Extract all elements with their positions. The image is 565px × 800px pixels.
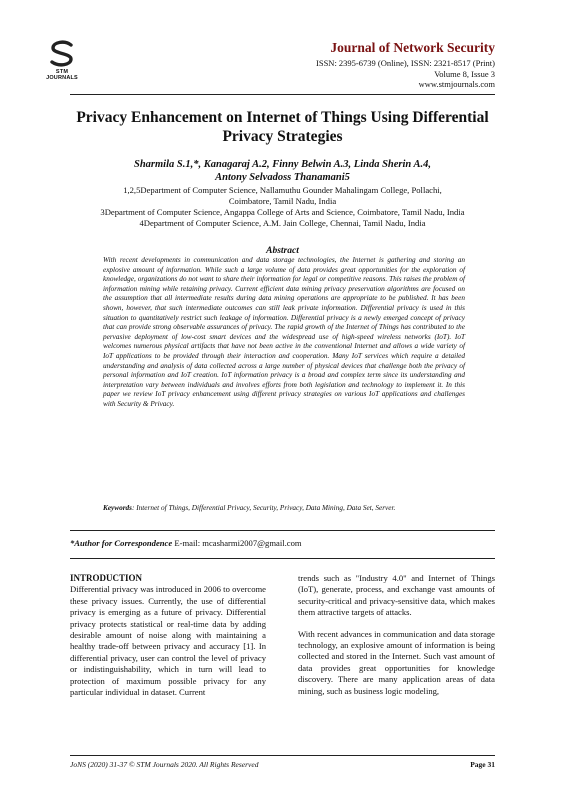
intro-paragraph: Differential privacy was introduced in 2006 to overcome these privacy issues. Currently, the use of differential privacy is emerging as a future of privacy. Differential privacy protects statistical or real-time data by adding desirable amount of noise along with maintaining a healthy trade-off between privacy and accuracy [1]. In differential privacy, user can control the level of privacy or indistinguishability, which in turn will lead to protection of maximum possible privacy for any particular individual in dataset. Current	[70, 584, 266, 698]
column-right	[298, 573, 495, 707]
correspondence-divider	[70, 558, 495, 559]
section-heading-introduction: INTRODUCTION	[70, 573, 143, 583]
keywords-text: : Internet of Things, Differential Privacy, Security, Privacy, Data Mining, Data Set, Server.	[132, 504, 396, 512]
intro-paragraph: With recent advances in communication and data storage technology, an explosive amount of information is being collected and stored in the Internet. Such vast amount of data provides great opportunities for knowledge discovery. There are many application areas of data mining, such as business logic modeling,	[298, 628, 495, 696]
keywords-label: Keywords	[103, 504, 132, 512]
author-line-1: Sharmila S.1,*, Kanagaraj A.2, Finny Belwin A.3, Linda Sherin A.4,	[134, 159, 431, 170]
journal-volume: Volume 8, Issue 3	[434, 68, 495, 79]
correspondence-email: E-mail: mcasharmi2007@gmail.com	[172, 538, 302, 548]
journal-header	[316, 40, 495, 90]
author-list	[70, 158, 495, 184]
paper-title: Privacy Enhancement on Internet of Things Using Differential Privacy Strategies	[76, 109, 489, 145]
author-line-2: Antony Selvadoss Thanamani5	[215, 172, 350, 183]
keywords	[103, 504, 465, 514]
journal-name: Journal of Network Security	[330, 40, 495, 55]
affiliation-line: 1,2,5Department of Computer Science, Nallamuthu Gounder Mahalingam College, Pollachi,	[123, 185, 442, 195]
affiliation-line: 4Department of Computer Science, A.M. Jain College, Chennai, Tamil Nadu, India	[139, 218, 426, 228]
column-left	[70, 573, 266, 698]
correspondence	[70, 538, 302, 548]
header-divider	[70, 94, 495, 95]
stm-logo-icon	[47, 40, 77, 68]
intro-paragraph: trends such as "Industry 4.0" and Internet of Things (IoT), generate, process, and exchange vast amounts of security-critical and privacy-sensitive data, which makes them attractive targets of attacks.	[298, 573, 495, 618]
page-number: Page 31	[470, 760, 495, 769]
affiliations	[70, 185, 495, 229]
page-footer	[70, 760, 495, 769]
abstract-text: With recent developments in communication and data storage technologies, the Internet is gathering and storing an explosive amount of information. While such a large volume of data provides great opportunities for the exploration of knowledge, organizations do not want to share their information for legal or competitive reasons. This raises the problem of information mining while retaining privacy. Current efficient data mining privacy preservation algorithms are focused on the assumption that all intermediate results during data mining operations are appropriate to be published. It has been shown, however, that such intermediate outcomes can still leak private information. Differential privacy is used in this situation to quantitatively restrict such leakage of information. Differential privacy is a newly emerged concept of privacy that can provide strong observable assurances of privacy. The rapid growth of the Internet of Things has contributed to the pervasive deployment of low-cost smart devices and the widespread use of high-speed wireless networks (IoT). IoT welcomes numerous physical artifacts that have not been active in the conventional Internet and allows a wide variety of IoT applications to be provided through their interaction and cooperation. Many IoT services which require a detailed understanding and analysis of data collected across a large number of physical devices that challenge both the privacy of personal information and IoT creation. IoT information privacy is a broad and complex term since its understanding and interpretation vary between individuals and involves efforts from both legislation and technology to implement it. In this paper we review IoT privacy enhancement using different privacy strategies on various IoT applications and challenges with Security & Privacy.	[103, 256, 465, 408]
affiliation-line: 3Department of Computer Science, Angappa College of Arts and Science, Coimbatore, Tamil Nadu, India	[100, 207, 465, 217]
footer-divider	[70, 755, 495, 756]
correspondence-label: *Author for Correspondence	[70, 538, 173, 548]
abstract-heading: Abstract	[266, 246, 299, 256]
publisher-logo	[42, 40, 82, 81]
journal-issn: ISSN: 2395-6739 (Online), ISSN: 2321-8517 (Print)	[316, 58, 495, 68]
journal-website: www.stmjournals.com	[418, 79, 495, 89]
footer-copyright: JoNS (2020) 31-37 © STM Journals 2020. All Rights Reserved	[70, 760, 259, 769]
affiliation-line: Coimbatore, Tamil Nadu, India	[228, 196, 337, 206]
publisher-logo-text: STM JOURNALS	[46, 69, 78, 81]
abstract-divider	[70, 530, 495, 531]
